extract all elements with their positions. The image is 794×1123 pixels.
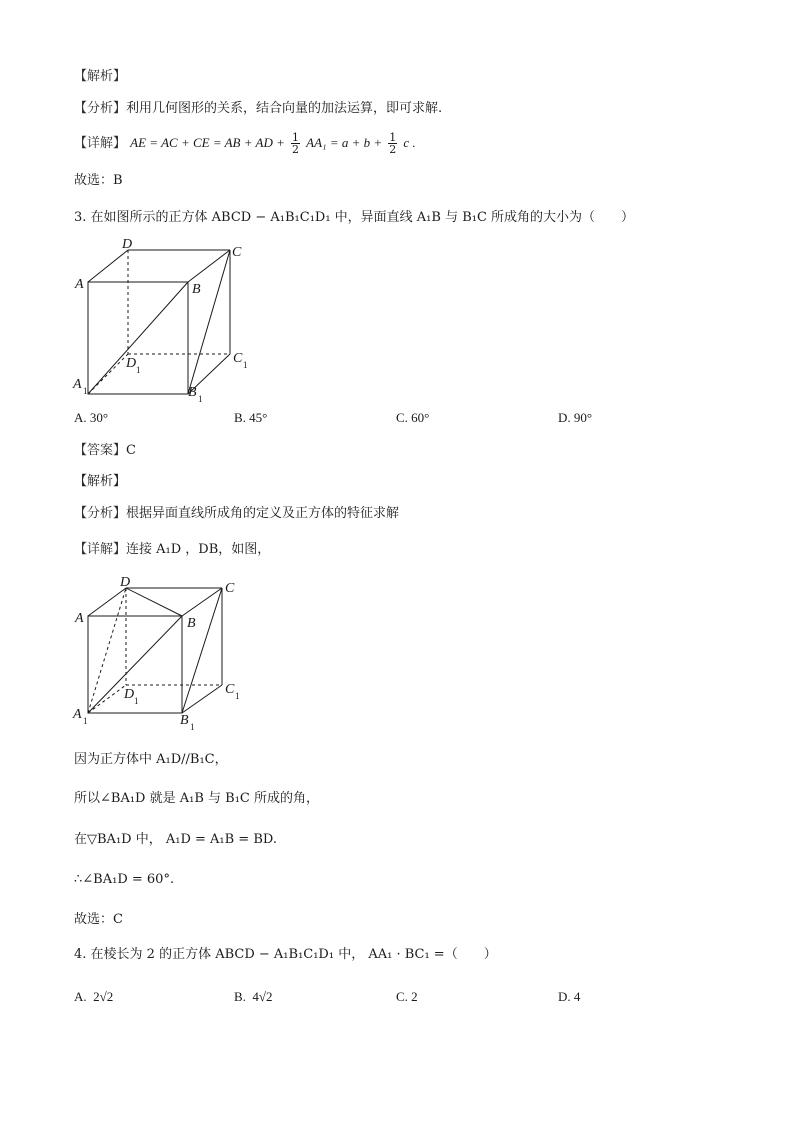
q2-vector-formula-c: c . [403, 135, 416, 150]
svg-text:1: 1 [83, 716, 88, 726]
label-A1: A [73, 377, 82, 392]
svg-text:1: 1 [136, 365, 141, 375]
q3-option-d[interactable]: D. 90° [558, 410, 593, 425]
q4-stem: 4. 在棱长为 2 的正方体 ABCD − A₁B₁C₁D₁ 中， AA₁ · BC₁ =（ ） [74, 947, 497, 962]
q3-options [74, 410, 714, 428]
label2-C1: C [225, 682, 235, 697]
svg-text:1: 1 [83, 386, 88, 396]
label2-B: B [187, 616, 196, 631]
q4-option-d[interactable]: D. 4 [558, 989, 581, 1004]
label2-D1: D [124, 687, 135, 702]
q2-fenxi-tag: 【分析】 [74, 101, 127, 116]
label2-C: C [225, 581, 235, 596]
q2-choice: 故选：B [74, 173, 123, 188]
q3-xiangjie-line: 【详解】连接 A₁D ，DB，如图， [74, 542, 271, 557]
label-B1: B [188, 385, 197, 400]
label2-A1: A [73, 707, 82, 722]
q2-fraction-half-2: $\frac{1}{2}$ [389, 131, 397, 156]
label2-B1: B [180, 713, 189, 728]
q2-fraction-half: $\frac{1}{2}$ [292, 131, 300, 156]
label2-A: A [75, 611, 84, 626]
label-C1: C [233, 351, 243, 366]
q2-vector-formula-a: AE = AC + CE = AB + AD + [130, 135, 285, 150]
q3-cube-figure-solution [70, 572, 260, 732]
label-C: C [232, 245, 242, 260]
q2-xiangjie-tag: 【详解】 [74, 136, 127, 151]
q4-option-b[interactable]: B. 4√2 [234, 989, 273, 1004]
q3-analysis-heading: 【解析】 [74, 474, 127, 489]
q4-option-c[interactable]: C. 2 [396, 989, 418, 1004]
svg-text:1: 1 [134, 696, 139, 706]
q3-reason-3: 在▽BA₁D 中， A₁D = A₁B = BD. [74, 832, 277, 847]
label-D1: D [126, 356, 137, 371]
q3-xiangjie-text: 连接 A₁D ，DB，如图， [126, 542, 271, 557]
label-B: B [192, 282, 201, 297]
q3-answer-tag: 【答案】 [74, 443, 127, 458]
q2-fenxi-text: 利用几何图形的关系，结合向量的加法运算，即可求解. [126, 101, 443, 116]
q2-xiangjie-line [74, 132, 416, 155]
svg-text:1: 1 [198, 394, 203, 404]
q3-reason-2: 所以∠BA₁D 就是 A₁B 与 B₁C 所成的角， [74, 791, 319, 806]
q3-cube-figure [70, 236, 260, 406]
q3-answer: C [126, 443, 136, 458]
q3-option-b[interactable]: B. 45° [234, 410, 268, 425]
q3-fenxi-line: 【分析】根据异面直线所成角的定义及正方体的特征求解 [74, 506, 400, 521]
q2-analysis-heading: 【解析】 [74, 69, 127, 84]
svg-text:1: 1 [190, 722, 195, 732]
svg-text:1: 1 [243, 360, 248, 370]
label-A: A [75, 277, 84, 292]
q3-option-c[interactable]: C. 60° [396, 410, 430, 425]
q2-vector-formula-b: AA₁ = a + b + [306, 135, 383, 150]
q2-fenxi-line [74, 100, 442, 118]
q3-answer-line [74, 442, 136, 460]
label2-D: D [120, 575, 131, 590]
q3-choice: 故选：C [74, 912, 123, 927]
q4-option-a[interactable]: A. 2√2 [74, 989, 114, 1004]
q3-fenxi-text: 根据异面直线所成角的定义及正方体的特征求解 [126, 506, 400, 521]
q4-options [74, 989, 714, 1007]
q3-stem: 3. 在如图所示的正方体 ABCD − A₁B₁C₁D₁ 中，异面直线 A₁B 与 B₁C 所成角的大小为（ ） [74, 210, 635, 225]
label-D: D [122, 237, 133, 252]
q3-reason-1: 因为正方体中 A₁D//B₁C， [74, 752, 228, 767]
svg-text:1: 1 [235, 691, 240, 701]
q3-reason-4: ∴∠BA₁D = 60°. [74, 872, 175, 887]
q3-option-a[interactable]: A. 30° [74, 410, 109, 425]
